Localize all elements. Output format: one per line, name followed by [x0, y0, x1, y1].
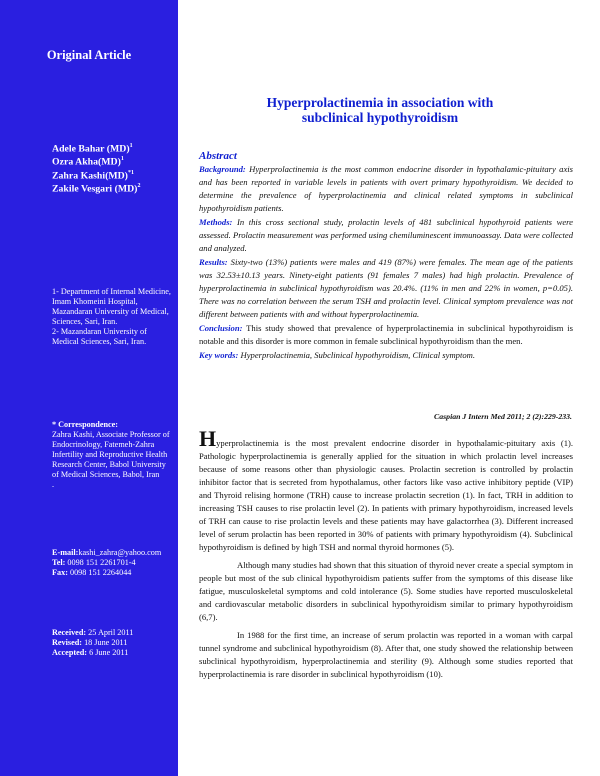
article-dates [52, 628, 172, 658]
email-address[interactable]: kashi_zahra@yahoo.com [78, 548, 162, 557]
abstract-keywords: Key words: Hyperprolactinemia, Subclinical hypothyroidism, Clinical symptom. [199, 350, 476, 360]
fax-number: 0098 151 2264044 [69, 568, 132, 577]
abstract-conclusion: Conclusion: This study showed that prevalence of hyperprolactinemia in subclinical hypothyroidism is notable and this disorder is more common in female subclinical hypothyroidism than the men. [199, 323, 573, 346]
body-paragraph: Although many studies had shown that this situation of thyroid never create a special symptom in people but most of the sub clinical hypothyroidism patients suffer from the symptoms of this disease like fatigue, musculoskeletal symptoms and cold intolerance (5). Some studies have reported musculoskeletal and cardiovascular metabolic disorders in subclinical hypothyroidism similar to primary hypothyroidism (6,7). [199, 560, 573, 622]
fax-label: Fax: [52, 568, 68, 577]
correspondence-text: Zahra Kashi, Associate Professor of Endocrinology, Fatemeh-Zahra Infertility and Reproductive Health Research Center, Babol University of Medical Sciences, Babol, Iran [52, 430, 170, 479]
body-text [199, 426, 573, 686]
drop-cap: H [199, 426, 217, 451]
tel-label: Tel: [52, 558, 66, 567]
author: Zahra Kashi(MD)$^{*1}$ [52, 169, 134, 181]
article-type-label: Original Article [46, 48, 132, 62]
abstract-methods: Methods: In this cross sectional study, prolactin levels of 481 subclinical hypothyroid patients were assessed. Prolactin measurement was performed using chemiluminescent immunoassay. Data were collected and analyzed. [199, 217, 573, 253]
email-label: E-mail: [52, 548, 79, 557]
affiliations [52, 287, 172, 347]
author: Zakile Vesgari (MD)$^2$ [52, 182, 141, 195]
received-date: 25 April 2011 [88, 628, 134, 637]
author-list [52, 141, 140, 194]
correspondence-heading: * Correspondence: [52, 420, 119, 429]
accepted-label: Accepted: [52, 648, 88, 657]
body-paragraph: In 1988 for the first time, an increase of serum prolactin was reported in a woman with carpal tunnel syndrome and subclinical hypothyroidism (8). After that, one study showed the relationship between subclinical hypothyroidism, hyperprolactinemia and sterility (9). Although some studies reported that hyperprolactinemia is rare disorder in subclinical hypothyroidism (10). [199, 630, 573, 679]
body-paragraph: Hyperprolactinemia is the most prevalent endocrine disorder in hypothalamic-pituitary axis (1). Pathologic hyperprolactinemia is generally applied for the situation in which prolactin level increases because of some reasons other than physiologic causes. Prolactin secretion is controlled by prolactin inhibitor factor that is secreted from hypothalamus, other factors like vaso active inhibitory peptide (VIP) and Thyroid relising hormone (TRH) cause to increase prolactin secretion (1). In fact, TRH in addition to increasing TSH causes to rise prolactin level (2). In patients with primary hypothyroidism, increased levels of TRH can cause to rise prolactin levels and these patients may have galactorrhea (3). Different increased level of serum prolactin has been reported in 30% of patients with primary hypothyroidism (4). Subclinical hypothyroidism is defined by high TSH and normal thyroid hormones (5). [199, 426, 573, 552]
sidebar [0, 0, 178, 776]
abstract-results: Results: Sixty-two (13%) patients were males and 419 (87%) were females. The mean age of the patients was 32.53±10.13 years. Ninety-eight patients (91 females 7 males) had high prolactin. Prevalence of hyperprolactinemia in subclinical hypothyroidism was 20.4%. (11% in men and 22% in women, p=0.05). There was no correlation between the serum TSH and prolactin level. Clinical symptom prevalence was not different between patients with and without hyperprolactinemia. [199, 257, 573, 319]
abstract-heading: Abstract [199, 150, 237, 162]
citation: Caspian J Intern Med 2011; 2 (2):229-233. [434, 412, 572, 421]
author: Ozra Akha(MD)$^1$ [52, 156, 124, 168]
contact-info [52, 548, 172, 578]
revised-label: Revised: [52, 638, 83, 647]
accepted-date: 6 June 2011 [89, 648, 129, 657]
abstract [199, 150, 573, 363]
received-label: Received: [52, 628, 87, 637]
article-title: Hyperprolactinemia in association with subclinical hypothyroidism [266, 95, 494, 125]
correspondence-dot: . [52, 480, 55, 489]
author: Adele Bahar (MD)$^1$ [52, 143, 133, 155]
affiliation: 1- Department of Internal Medicine, Imam Khomeini Hospital, Mazandaran University of Medical, Sciences, Sari, Iran. [52, 287, 171, 326]
abstract-background: Background: Hyperprolactinemia is the most common endocrine disorder in hypothalamic-pituitary axis and has been reported in variable levels in patients with overt primary hypothyroidism. We decided to determine the prevalence of hyperprolactinemia and clinical related symptoms in subclinical hypothyroidism patients. [199, 164, 573, 213]
correspondence [52, 420, 172, 490]
affiliation: 2- Mazandaran University of Medical Sciences, Sari, Iran. [52, 327, 147, 346]
revised-date: 18 June 2011 [84, 638, 128, 647]
tel-number: 0098 151 2261701-4 [67, 558, 136, 567]
